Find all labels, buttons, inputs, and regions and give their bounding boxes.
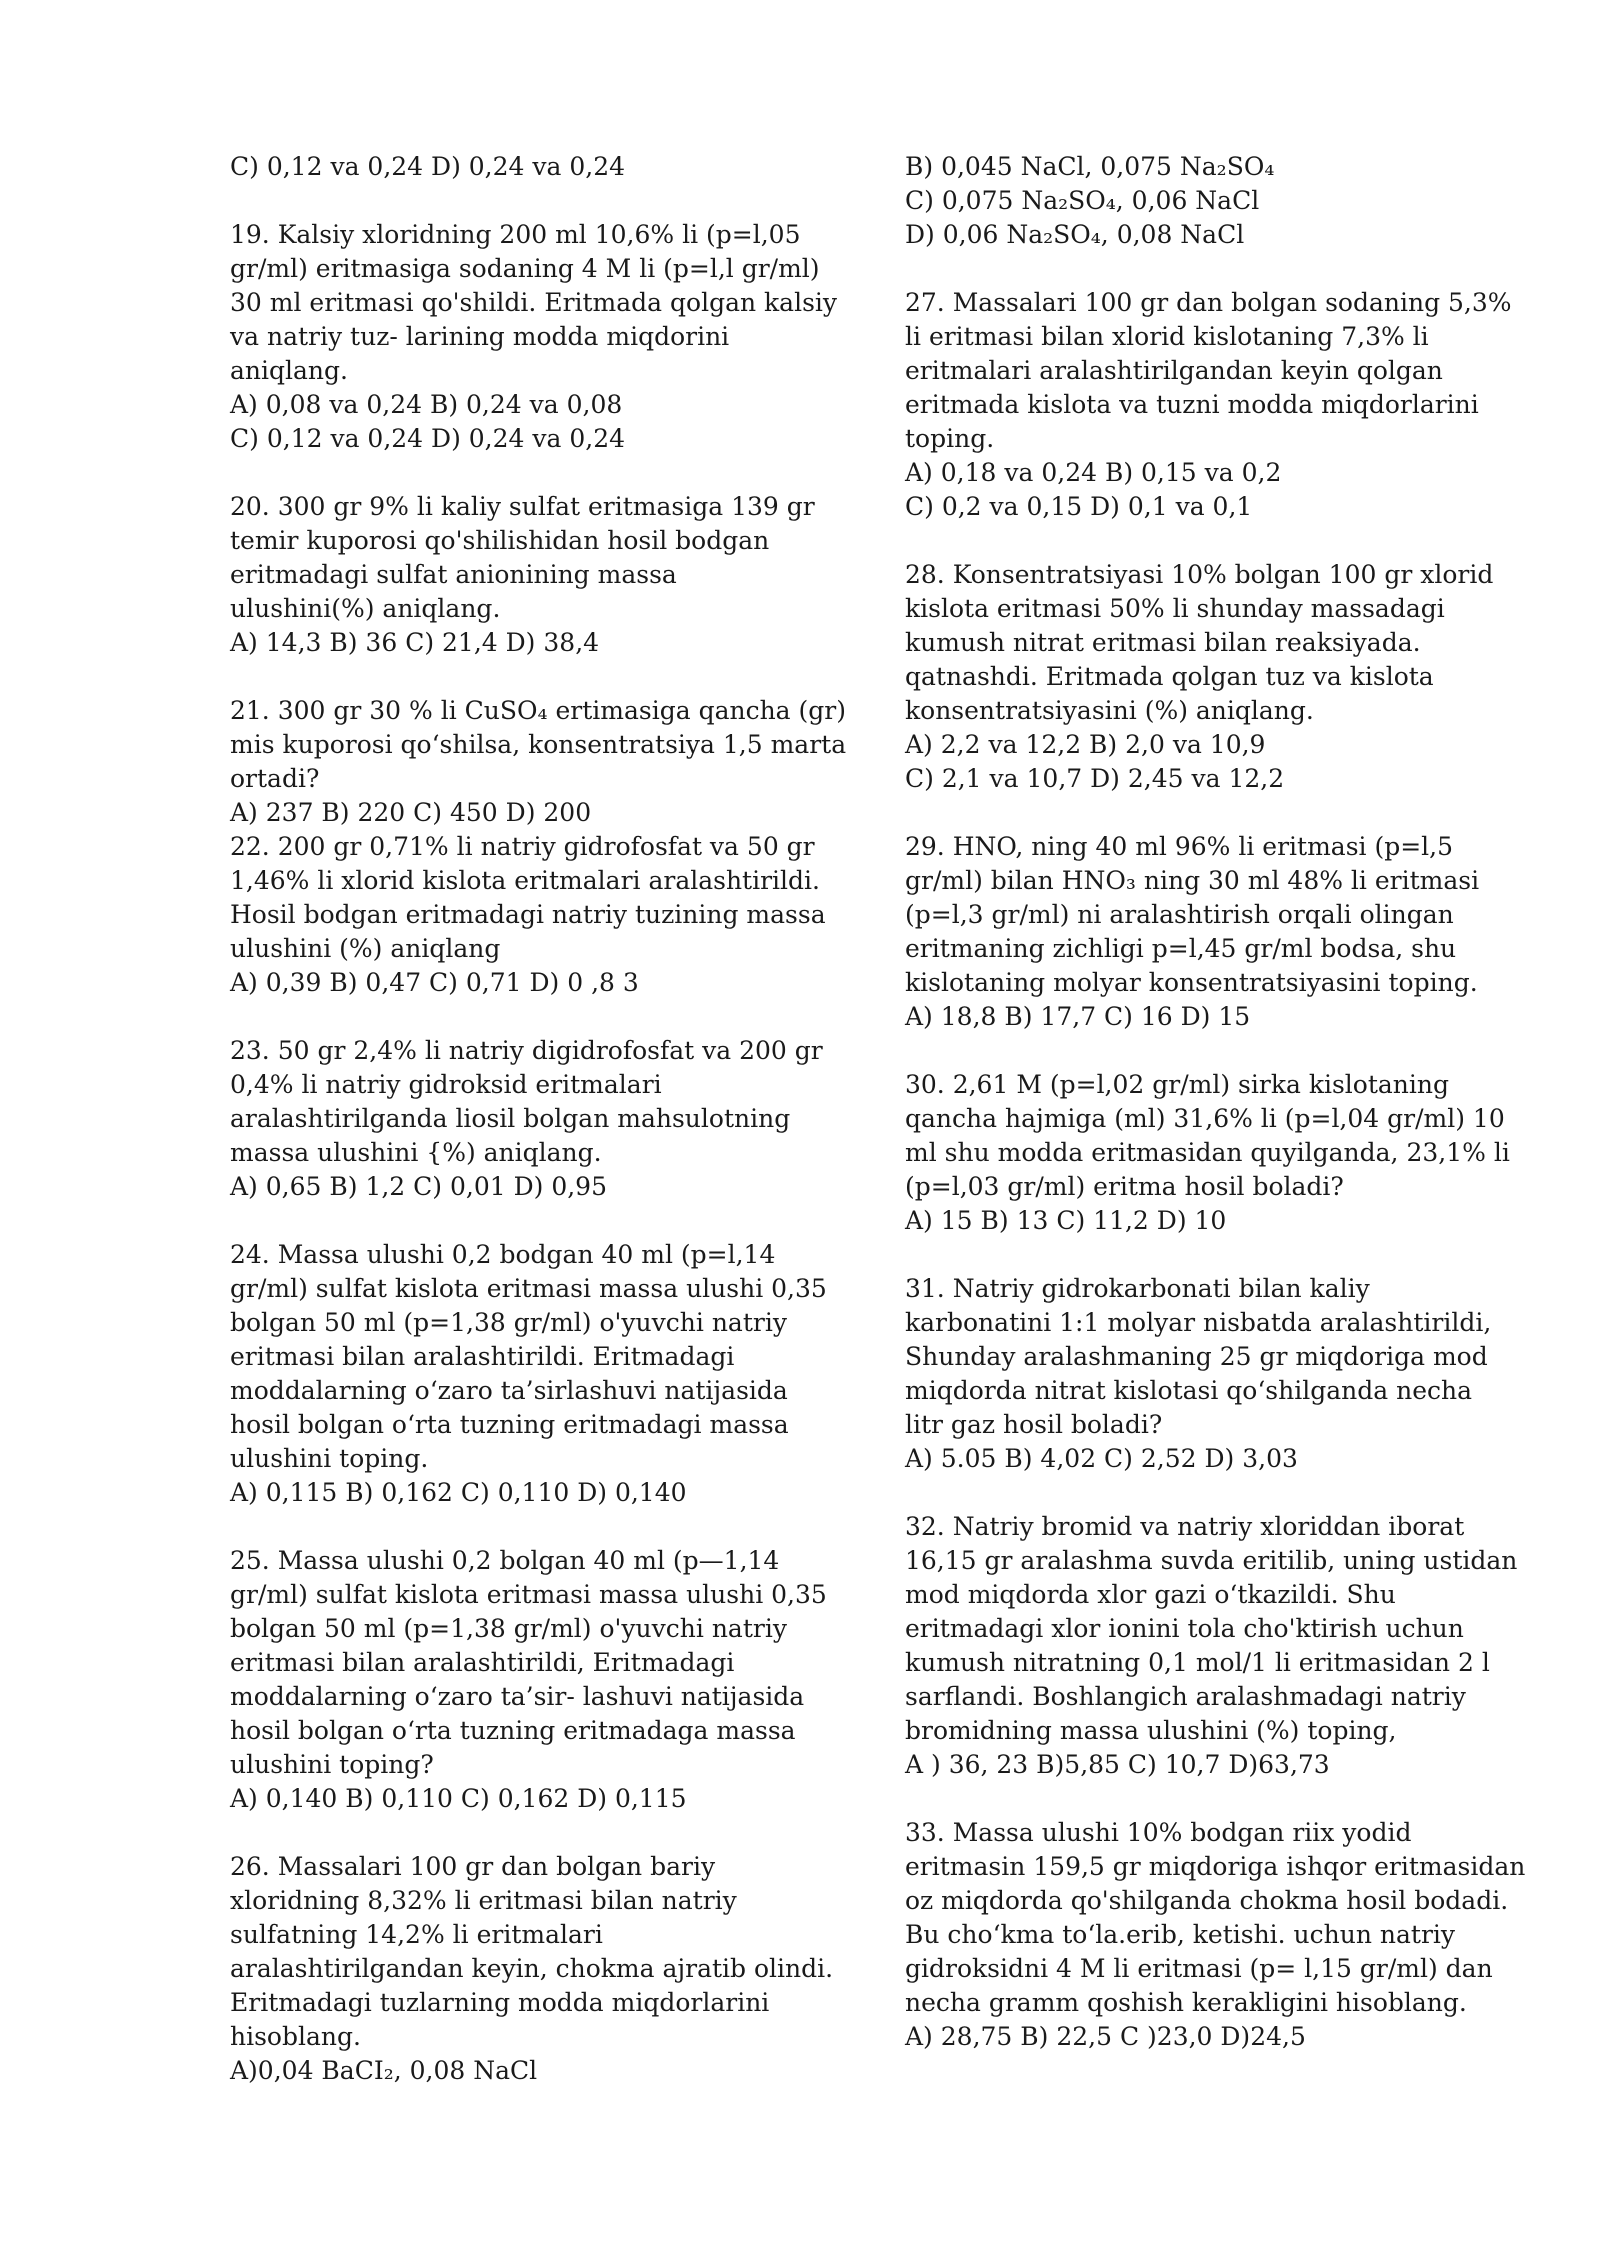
text-line: necha gramm qoshish kerakligini hisoblang.	[905, 1988, 1467, 2017]
answer-options: A) 28,75 B) 22,5 C )23,0 D)24,5	[905, 2022, 1306, 2051]
text-line: 0,4% li natriy gidroksid eritmalari	[230, 1070, 662, 1099]
text-line: kislota eritmasi 50% li shunday massadagi	[905, 594, 1445, 623]
text-line: konsentratsiyasini (%) aniqlang.	[905, 696, 1314, 725]
text-line: moddalarning o‘zaro ta’sirlashuvi natijasida	[230, 1376, 788, 1405]
text-line: eritmasi bilan aralashtirildi. Eritmadagi	[230, 1342, 735, 1371]
question-29	[905, 830, 1495, 1034]
text-line: 16,15 gr aralashma suvda eritilib, uning ustidan	[905, 1546, 1518, 1575]
text-line: gr/ml) sulfat kislota eritmasi massa ulushi 0,35	[230, 1580, 827, 1609]
answer-options: C) 0,12 va 0,24 D) 0,24 va 0,24	[230, 424, 626, 453]
answer-options: A)0,04 BaCI₂, 0,08 NaCl	[230, 2056, 538, 2085]
text-line: litr gaz hosil boladi?	[905, 1410, 1163, 1439]
question-26	[230, 1850, 834, 2088]
question-27	[905, 286, 1512, 524]
right-column	[905, 150, 1526, 2054]
text-line: temir kuporosi qo'shilishidan hosil bodgan	[230, 526, 770, 555]
left-column	[230, 150, 847, 2088]
text-line: (p=l,3 gr/ml) ni aralashtirish orqali olingan	[905, 900, 1454, 929]
text-line: gr/ml) sulfat kislota eritmasi massa ulushi 0,35	[230, 1274, 827, 1303]
text-line: qatnashdi. Eritmada qolgan tuz va kislota	[905, 662, 1434, 691]
answer-options: A) 14,3 B) 36 C) 21,4 D) 38,4	[230, 628, 600, 657]
text-line: ml shu modda eritmasidan quyilganda, 23,1% li	[905, 1138, 1510, 1167]
question-30	[905, 1068, 1510, 1238]
text-line: moddalarning o‘zaro ta’sir- lashuvi natijasida	[230, 1682, 805, 1711]
text-line: 22. 200 gr 0,71% li natriy gidrofosfat va 50 gr	[230, 832, 815, 861]
question-31	[905, 1272, 1495, 1476]
text-line: 19. Kalsiy xloridning 200 ml 10,6% li (p=l,05	[230, 220, 801, 249]
text-line: aralashtirilgandan keyin, chokma ajratib olindi.	[230, 1954, 834, 1983]
text-line: 32. Natriy bromid va natriy xloriddan iborat	[905, 1512, 1465, 1541]
question-block	[905, 150, 1495, 252]
text-line: 28. Konsentratsiyasi 10% bolgan 100 gr xlorid	[905, 560, 1494, 589]
answer-options: A) 0,115 B) 0,162 C) 0,110 D) 0,140	[230, 1478, 687, 1507]
text-line: ulushini (%) aniqlang	[230, 934, 501, 963]
text-line: ulushini toping.	[230, 1444, 429, 1473]
text-line: mod miqdorda xlor gazi o‘tkazildi. Shu	[905, 1580, 1396, 1609]
text-line: ulushini toping?	[230, 1750, 434, 1779]
text-line: aralashtirilganda liosil bolgan mahsulotning	[230, 1104, 791, 1133]
text-line: 33. Massa ulushi 10% bodgan riix yodid	[905, 1818, 1412, 1847]
text-line: mis kuporosi qo‘shilsa, konsentratsiya 1,5 marta	[230, 730, 847, 759]
answer-options: A) 0,39 B) 0,47 C) 0,71 D) 0 ,8 3	[230, 968, 639, 997]
text-line: 20. 300 gr 9% li kaliy sulfat eritmasiga 139 gr	[230, 492, 815, 521]
answer-options: B) 0,045 NaCl, 0,075 Na₂SO₄	[905, 152, 1275, 181]
text-line: Shunday aralashmaning 25 gr miqdoriga mod	[905, 1342, 1488, 1371]
text-line: oz miqdorda qo'shilganda chokma hosil bodadi.	[905, 1886, 1509, 1915]
text-line: eritmalari aralashtirilgandan keyin qolgan	[905, 356, 1443, 385]
answer-options: A) 5.05 B) 4,02 C) 2,52 D) 3,03	[905, 1444, 1298, 1473]
answer-options: C) 0,2 va 0,15 D) 0,1 va 0,1	[905, 492, 1253, 521]
text-line: bromidning massa ulushini (%) toping,	[905, 1716, 1397, 1745]
text-line: toping.	[905, 424, 995, 453]
text-line: hosil bolgan o‘rta tuzning eritmadagi massa	[230, 1410, 789, 1439]
text-line: kislotaning molyar konsentratsiyasini toping.	[905, 968, 1478, 997]
text-line: xloridning 8,32% li eritmasi bilan natriy	[230, 1886, 737, 1915]
answer-options: C) 0,075 Na₂SO₄, 0,06 NaCl	[905, 186, 1260, 215]
text-line: sulfatning 14,2% li eritmalari	[230, 1920, 603, 1949]
answer-options: A) 0,18 va 0,24 B) 0,15 va 0,2	[905, 458, 1282, 487]
text-line: Bu cho‘kma to‘la.erib, ketishi. uchun natriy	[905, 1920, 1456, 1949]
question-22	[230, 830, 830, 1000]
answer-options: A) 2,2 va 12,2 B) 2,0 va 10,9	[905, 730, 1266, 759]
answer-options: A) 0,140 B) 0,110 C) 0,162 D) 0,115	[230, 1784, 687, 1813]
text-line: 21. 300 gr 30 % li CuSO₄ ertimasiga qancha (gr)	[230, 696, 846, 725]
question-32	[905, 1510, 1518, 1782]
text-line: bolgan 50 ml (p=1,38 gr/ml) o'yuvchi natriy	[230, 1308, 787, 1337]
text-line: 24. Massa ulushi 0,2 bodgan 40 ml (p=l,14	[230, 1240, 776, 1269]
text-line: ortadi?	[230, 764, 320, 793]
text-line: C) 0,12 va 0,24 D) 0,24 va 0,24	[230, 152, 626, 181]
text-line: 30. 2,61 M (p=l,02 gr/ml) sirka kislotaning	[905, 1070, 1449, 1099]
text-line: massa ulushini {%) aniqlang.	[230, 1138, 602, 1167]
text-line: 1,46% li xlorid kislota eritmalari aralashtirildi.	[230, 866, 820, 895]
text-line: eritmadagi sulfat anionining massa	[230, 560, 677, 589]
question-20	[230, 490, 830, 660]
text-line: gidroksidni 4 M li eritmasi (p= l,15 gr/ml) dan	[905, 1954, 1493, 1983]
text-line: miqdorda nitrat kislotasi qo‘shilganda necha	[905, 1376, 1472, 1405]
text-line: ulushini(%) aniqlang.	[230, 594, 501, 623]
text-line: eritmadagi xlor ionini tola cho'ktirish uchun	[905, 1614, 1464, 1643]
question-28	[905, 558, 1495, 796]
answer-options: A) 0,65 B) 1,2 C) 0,01 D) 0,95	[230, 1172, 607, 1201]
answer-options: D) 0,06 Na₂SO₄, 0,08 NaCl	[905, 220, 1245, 249]
text-line: 27. Massalari 100 gr dan bolgan sodaning 5,3%	[905, 288, 1512, 317]
question-23	[230, 1034, 830, 1204]
answer-options: A) 18,8 B) 17,7 C) 16 D) 15	[905, 1002, 1251, 1031]
text-line: eritmasin 159,5 gr miqdoriga ishqor eritmasidan	[905, 1852, 1526, 1881]
text-line: hisoblang.	[230, 2022, 361, 2051]
question-block	[230, 150, 830, 184]
text-line: 25. Massa ulushi 0,2 bolgan 40 ml (p—1,14	[230, 1546, 780, 1575]
text-line: hosil bolgan o‘rta tuzning eritmadaga massa	[230, 1716, 796, 1745]
text-line: 31. Natriy gidrokarbonati bilan kaliy	[905, 1274, 1370, 1303]
text-line: va natriy tuz- larining modda miqdorini	[230, 322, 730, 351]
text-line: karbonatini 1:1 molyar nisbatda aralashtirildi,	[905, 1308, 1492, 1337]
answer-options: C) 2,1 va 10,7 D) 2,45 va 12,2	[905, 764, 1285, 793]
question-25	[230, 1544, 830, 1816]
question-19	[230, 218, 838, 456]
question-21	[230, 694, 847, 830]
text-line: Hosil bodgan eritmadagi natriy tuzining massa	[230, 900, 826, 929]
text-line: li eritmasi bilan xlorid kislotaning 7,3% li	[905, 322, 1429, 351]
text-line: 26. Massalari 100 gr dan bolgan bariy	[230, 1852, 716, 1881]
text-line: Eritmadagi tuzlarning modda miqdorlarini	[230, 1988, 770, 2017]
text-line: eritmasi bilan aralashtirildi, Eritmadagi	[230, 1648, 735, 1677]
text-line: 23. 50 gr 2,4% li natriy digidrofosfat va 200 gr	[230, 1036, 823, 1065]
text-line: 30 ml eritmasi qo'shildi. Eritmada qolgan kalsiy	[230, 288, 838, 317]
text-line: gr/ml) eritmasiga sodaning 4 M li (p=l,l gr/ml)	[230, 254, 820, 283]
answer-options: A) 15 B) 13 C) 11,2 D) 10	[905, 1206, 1227, 1235]
text-line: bolgan 50 ml (p=1,38 gr/ml) o'yuvchi natriy	[230, 1614, 787, 1643]
question-33	[905, 1816, 1526, 2054]
question-24	[230, 1238, 830, 1510]
answer-options: A) 237 B) 220 C) 450 D) 200	[230, 798, 592, 827]
text-line: (p=l,03 gr/ml) eritma hosil boladi?	[905, 1172, 1344, 1201]
text-line: eritmada kislota va tuzni modda miqdorlarini	[905, 390, 1479, 419]
text-line: kumush nitratning 0,1 mol/1 li eritmasidan 2 l	[905, 1648, 1490, 1677]
text-line: aniqlang.	[230, 356, 348, 385]
text-line: sarflandi. Boshlangich aralashmadagi natriy	[905, 1682, 1466, 1711]
text-line: eritmaning zichligi p=l,45 gr/ml bodsa, shu	[905, 934, 1457, 963]
text-line: kumush nitrat eritmasi bilan reaksiyada.	[905, 628, 1421, 657]
text-line: 29. HNO, ning 40 ml 96% li eritmasi (p=l,5	[905, 832, 1454, 861]
answer-options: A ) 36, 23 B)5,85 C) 10,7 D)63,73	[905, 1750, 1330, 1779]
answer-options: A) 0,08 va 0,24 B) 0,24 va 0,08	[230, 390, 623, 419]
text-line: gr/ml) bilan HNO₃ ning 30 ml 48% li eritmasi	[905, 866, 1480, 895]
text-line: qancha hajmiga (ml) 31,6% li (p=l,04 gr/ml) 10	[905, 1104, 1505, 1133]
